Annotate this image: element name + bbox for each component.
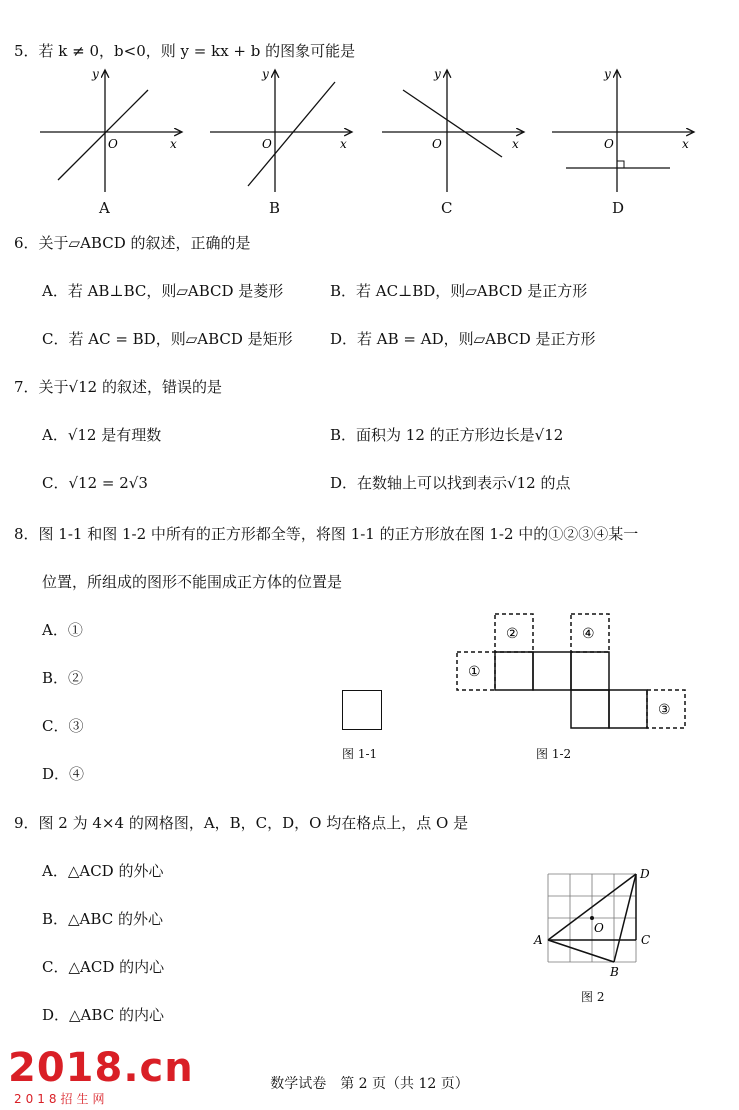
q6-option-d: D．若 AB = AD，则▱ABCD 是正方形 <box>330 330 596 348</box>
watermark-sub: 2018招生网 <box>14 1092 109 1106</box>
axis-y-label: y <box>92 67 99 81</box>
q6-option-a: A．若 AB⊥BC，则▱ABCD 是菱形 <box>42 282 284 300</box>
q9-stem: 9．图 2 为 4×4 的网格图，A，B，C，D，O 均在格点上，点 O 是 <box>14 814 469 832</box>
q7-stem: 7．关于√12 的叙述，错误的是 <box>14 378 222 396</box>
origin-label: O <box>262 137 272 151</box>
graph-d <box>552 67 694 192</box>
q5-label-d: D <box>612 199 625 217</box>
q9-option-b: B．△ABC 的外心 <box>42 910 163 928</box>
fig-1-2 <box>452 610 692 735</box>
q7-option-d: D．在数轴上可以找到表示√12 的点 <box>330 474 571 492</box>
graph-a <box>40 67 182 192</box>
q5-label-c: C <box>441 199 453 217</box>
q5-label-b: B <box>269 199 281 217</box>
watermark-logo: 2018.cn <box>8 1045 194 1091</box>
axis-y-label: y <box>434 67 441 81</box>
point-label: A <box>534 933 543 947</box>
axis-y-label: y <box>262 67 269 81</box>
q8-stem-line1: 8．图 1-1 和图 1-2 中所有的正方形都全等，将图 1-1 的正方形放在图 1-2 中的①②③④某一 <box>14 525 639 543</box>
point-label: B <box>610 965 619 979</box>
q5-stem: 5．若 k ≠ 0，b<0，则 y = kx + b 的图象可能是 <box>14 42 356 60</box>
q6-option-b: B．若 AC⊥BD，则▱ABCD 是正方形 <box>330 282 588 300</box>
q8-stem-line2: 位置，所组成的图形不能围成正方体的位置是 <box>42 573 343 591</box>
point-label: O <box>594 921 604 935</box>
origin-label: O <box>432 137 442 151</box>
origin-label: O <box>108 137 118 151</box>
axis-x-label: x <box>512 137 519 151</box>
fig-1-1-caption: 图 1-1 <box>342 747 378 761</box>
q5-graphs <box>30 62 730 222</box>
point-label: D <box>640 867 650 881</box>
axis-x-label: x <box>170 137 177 151</box>
graph-c <box>382 67 524 192</box>
q8-option-b: B．② <box>42 669 84 687</box>
q9-option-c: C．△ACD 的内心 <box>42 958 165 976</box>
circled-4: ④ <box>582 626 595 642</box>
origin-label: O <box>604 137 614 151</box>
q7-option-a: A．√12 是有理数 <box>42 426 162 444</box>
circled-1: ① <box>468 664 481 680</box>
q8-option-d: D．④ <box>42 765 85 783</box>
q5-label-a: A <box>99 199 110 217</box>
q9-option-a: A．△ACD 的外心 <box>42 862 164 880</box>
page-footer: 数学试卷 第 2 页（共 12 页） <box>270 1076 469 1092</box>
q6-stem: 6．关于▱ABCD 的叙述，正确的是 <box>14 234 251 252</box>
q8-option-c: C．③ <box>42 717 84 735</box>
axis-x-label: x <box>340 137 347 151</box>
circled-2: ② <box>506 626 519 642</box>
fig-1-2-caption: 图 1-2 <box>536 747 572 761</box>
fig-2-caption: 图 2 <box>581 990 605 1004</box>
q7-option-b: B．面积为 12 的正方形边长是√12 <box>330 426 564 444</box>
q6-option-c: C．若 AC = BD，则▱ABCD 是矩形 <box>42 330 293 348</box>
circled-3: ③ <box>658 702 671 718</box>
graph-b <box>210 67 352 192</box>
fig-2-grid <box>528 862 668 982</box>
axis-x-label: x <box>682 137 689 151</box>
q8-option-a: A．① <box>42 621 83 639</box>
axis-y-label: y <box>604 67 611 81</box>
fig-1-1-square <box>342 690 382 730</box>
point-label: C <box>641 933 651 947</box>
q7-option-c: C．√12 = 2√3 <box>42 474 148 492</box>
q9-option-d: D．△ABC 的内心 <box>42 1006 164 1024</box>
